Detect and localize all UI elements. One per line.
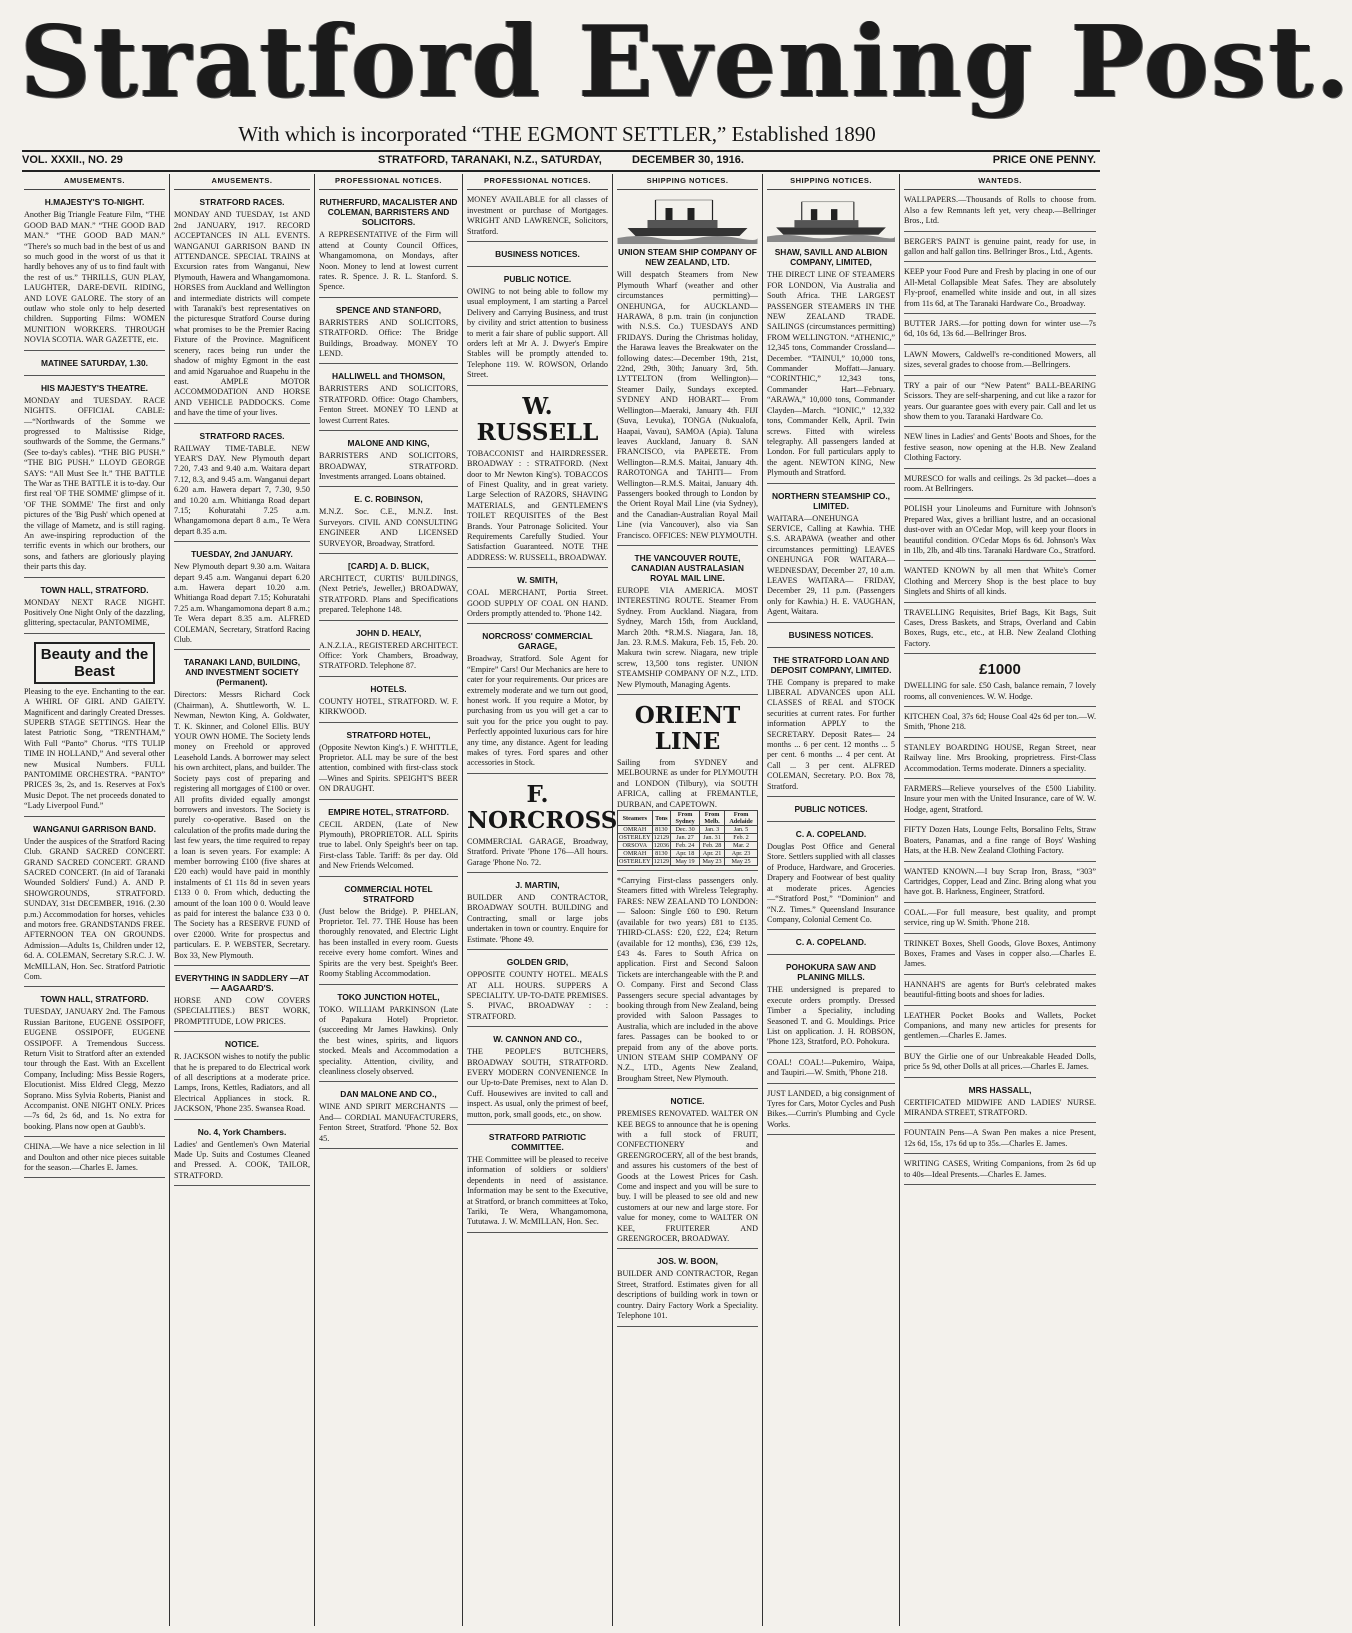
advertisement: [174, 545, 310, 650]
advertisement: [174, 653, 310, 966]
advertisement: [904, 710, 1096, 738]
ad-title: STRATFORD HOTEL,: [346, 729, 431, 740]
ad-body-text: STANLEY BOARDING HOUSE, Regan Street, near Railway line. Mrs Brooking, proprietress. First-Class Accommodation. Terms moderate. Dinners a speciality.: [904, 742, 1096, 773]
advertisement: [174, 969, 310, 1032]
advertisement: [467, 571, 608, 624]
ad-title: STRATFORD PATRIOTIC COMMITTEE.: [488, 1131, 587, 1152]
ad-title: BUSINESS NOTICES.: [788, 629, 874, 640]
ad-body-text: (Just below the Bridge). P. PHELAN, Proprietor. Tel. 77. THE House has been thoroughly renovated, and Electric Light has been installed in every room. Guests receive every home comfort. Wines and Spirits are the very best. Speight's Beer. Roomy Stabling Accommodation.: [319, 906, 458, 979]
ad-body-text: A REPRESENTATIVE of the Firm will attend at County Council Offices, Whangamomona, on Mondays, after Noon. Money to lend at lowest current rates. R. Spence. J. R. L. Stanford. S. Spence.: [319, 230, 458, 292]
column-5: [613, 174, 763, 1626]
issue-date: DECEMBER 30, 1916.: [632, 154, 744, 166]
ad-display-title: F. NORCROSS: [467, 780, 618, 834]
ad-body-text: EUROPE VIA AMERICA. MOST INTERESTING ROUTE. Steamer From Sydney. From Auckland. Niagara, from Sydney, March 15th, from Auckland, March 20th. *R.M.S. Niagara, Jan. 18, Jan. 23. R.M.S. Makura, Feb. 15, Feb. 20. Makura twin screw. Niagara, new triple screw, 13,500 tons register. UNION STEAMSHIP COMPANY OF N.Z., LTD. New Plymouth, Managing Agents.: [617, 585, 758, 689]
column-header: WANTEDS.: [904, 174, 1096, 190]
advertisement: [319, 301, 458, 365]
ad-body-text: TRY a pair of our “New Patent” BALL-BEARING Scissors. They are self-sharpening, and cut like a razor for years. Our guarantee goes with every pair. Call and let us show them to you. Taranaki Hardware Co.: [904, 380, 1096, 421]
ad-body-text: MONDAY NEXT RACE NIGHT. Positively One Night Only of the dazzling, glittering, spectacular, PANTOMIME,: [24, 597, 165, 628]
ad-title: NOTICE.: [225, 1039, 259, 1050]
ad-title: TOWN HALL, STRATFORD.: [40, 994, 149, 1005]
table-row: [618, 858, 758, 866]
table-cell: 8130: [652, 826, 670, 834]
ad-title: MALONE AND KING,: [347, 438, 430, 449]
advertisement: [904, 937, 1096, 975]
advertisement: [319, 1085, 458, 1149]
ad-body-text: Another Big Triangle Feature Film, “THE GOOD BAD MAN.” “THE GOOD BAD MAN.” “THE GOOD BAD MAN.” “There's so much bad in the best of us and so much good in the worst of us that it hardly behoves any of us to find fault with the rest of us.” THRILLS, GUN PLAY, LAUGHTER, DARE-DEVIL RIDING, AND LOVE GALORE. The story of an outlaw who stole only to help deserted children. Supporting Films: WOMEN MUNITION WORKERS. THROUGH NOVIA SCOTIA. WAR GAZETTE, etc.: [24, 210, 165, 345]
ad-body-text: (Opposite Newton King's.) F. WHITTLE, Proprietor. ALL may be sure of the best attention, combined with first-class stock—Wines and Spirits. SPEIGHT'S BEER ON DRAUGHT.: [319, 742, 458, 794]
ad-body-text: WRITING CASES, Writing Companions, from 2s 6d up to 40s—Ideal Presents.—Charles E. James.: [904, 1159, 1096, 1179]
ad-body-text: RAILWAY TIME-TABLE. NEW YEAR'S DAY. New Plymouth depart 7.20, 7.43 and 9.40 a.m. Waitara depart 7.12, 8.3, and 9.45 a.m. Wanganui depart 6.20 a.m. Hawera depart 7, 7.30, 9.50 and 10.20 a.m. Whitianga Road depart 7.15; Kohuratahi 7.25 a.m. Whangamomona depart 8 a.m., Te Wera depart 8.35 a.m.: [174, 443, 310, 536]
ad-body-text: KEEP your Food Pure and Fresh by placing in one of our All-Metal Collapsible Meat Safes. They are absolutely Fly-proof, enamelled white inside and out, in all sizes from 11s 6d, at The Taranaki Hardware Co., Broadway.: [904, 267, 1096, 308]
column-header: PROFESSIONAL NOTICES.: [319, 174, 458, 190]
ad-title: HALLIWELL and THOMSON,: [332, 371, 445, 382]
advertisement: [767, 933, 895, 955]
ad-body-text: MONDAY AND TUESDAY, 1st AND 2nd JANUARY, 1917. RECORD ACCEPTANCES IN ALL EVENTS. WANGANUI GARRISON BAND IN ATTENDANCE. SPECIAL TRAINS at Excursion rates from Wanganui, New Plymouth, Hawera and Whangamomona. HORSES from Auckland and Wellington and intermediate districts will compete with Taranaki's best representatives on the picturesque Stratford Course during what promises to be the Premier Racing Fixture of the Province. Magnificent scenery, races being run under the shadow of mighty Egmont in the east and amid Ngaruahoe and Ruapehu in the east. AMPLE MOTOR ACCOMMODATION AND HORSE AND VEHICLE PADDOCKS. Come and have the time of your lives.: [174, 210, 310, 418]
advertisement: [24, 1140, 165, 1178]
ad-body-text: POLISH your Linoleums and Furniture with Johnson's Prepared Wax, gives a brilliant lustre, and an occasional dust-over with an O'Cedar Mop, will keep your floors in beautiful condition. O'Cedar Mops 6s 6d. Johnson's Wax in 1lb, 2lb, and 4lb tins. Taranaki Hardware Co., Stratford.: [904, 504, 1096, 555]
advertisement: [319, 726, 458, 800]
ad-title: THE VANCOUVER ROUTE, CANADIAN AUSTRALASIAN ROYAL MAIL LINE.: [631, 552, 744, 583]
advertisement: [24, 354, 165, 376]
advertisement: [319, 680, 458, 723]
ad-body-text: THE Company is prepared to make LIBERAL ADVANCES upon ALL CLASSES of REAL and STOCK securities at current rates. For further information APPLY to the SECRETARY. Deposit Rates— 24 months ... 6 per cent. 12 months ... 5 per cent. 6 months ... 4 per cent. At Call ... 3 per cent. ALFRED COLEMAN, Secretary. P.O. Box 78, Stratford.: [767, 677, 895, 791]
column-2: [170, 174, 315, 1626]
ad-title: TOKO JUNCTION HOTEL,: [337, 991, 440, 1002]
ad-title: TARANAKI LAND, BUILDING, AND INVESTMENT SOCIETY (Permanent).: [183, 657, 301, 688]
advertisement: [467, 1128, 608, 1233]
advertisement: [767, 193, 895, 483]
ad-title: EVERYTHING IN SADDLERY —AT— AAGAARD'S.: [174, 973, 309, 993]
table-cell: Dec. 30: [671, 826, 700, 834]
table-cell: Jan. 5: [725, 826, 758, 834]
ad-title: NORCROSS' COMMERCIAL GARAGE,: [482, 631, 593, 652]
table-cell: 12129: [653, 858, 670, 866]
advertisement: [617, 1252, 758, 1326]
table-row: [618, 826, 758, 834]
advertisement: [174, 1123, 310, 1187]
ad-body-text: CHINA.—We have a nice selection in lil and Doulton and other nice pieces suitable for the season.—Charles E. James.: [24, 1142, 165, 1173]
ad-boxed-title: Beauty and the Beast: [34, 642, 155, 684]
advertisement: [767, 1056, 895, 1084]
dateline: [22, 150, 1100, 172]
ad-body-text: TRINKET Boxes, Shell Goods, Glove Boxes, Antimony Boxes, Frames and Vases in copper also.—Charles E. James.: [904, 938, 1096, 969]
table-cell: Jan. 27: [671, 834, 700, 842]
ad-body-text: TOKO. WILLIAM PARKINSON (Late of Papakura Hotel) Proprietor. (succeeding Mr James Hawkins). Only the best wines, spirits, and liquors stocked. Meals and Accommodation a speciality. Attention, civility, and cleanliness closely observed.: [319, 1004, 458, 1076]
ad-title: COMMERCIAL HOTEL STRATFORD: [344, 883, 433, 904]
advertisement: [467, 245, 608, 267]
ad-body-text: ARCHITECT, CURTIS' BUILDINGS, (Next Petrie's, Jeweller,) BROADWAY, STRATFORD. Plans and Specifications prepared. Telephone 148.: [319, 573, 458, 615]
steamship-illustration: [617, 198, 758, 244]
advertisement: [904, 430, 1096, 468]
ad-title: SPENCE AND STANFORD,: [335, 304, 442, 315]
ad-body-text: TOBACCONIST and HAIRDRESSER. BROADWAY : : STRATFORD. (Next door to Mr Newton King's). TOBACCOS of Finest Quality, and in great variety. Large Selection of RAZORS, SHAVING MATERIALS, and GENTLEMEN'S TOILET REQUISITES of the Best Brands. Your Patronage Solicited. Your Requirements Carefully Studied. Your Satisfaction Guaranteed. NOTE THE ADDRESS: W. RUSSELL, BROADWAY.: [467, 448, 608, 562]
issue-price: PRICE ONE PENNY.: [992, 154, 1096, 166]
ad-body-text: MONEY AVAILABLE for all classes of investment or purchase of Mortgages. WRIGHT AND LAWRENCE, Solicitors, Stratford.: [467, 195, 608, 236]
ad-title: C. A. COPELAND.: [795, 937, 867, 948]
advertisement: [319, 557, 458, 621]
advertisement: [904, 379, 1096, 428]
advertisement: [767, 958, 895, 1052]
advertisement: [24, 637, 165, 817]
ad-title: JOS. W. BOON,: [657, 1256, 718, 1267]
ad-title: H.MAJESTY'S TO-NIGHT.: [44, 197, 145, 208]
ad-body-text: Ladies' and Gentlemen's Own Material Made Up. Suits and Costumes Cleaned and Pressed. A. COOK, TAILOR, STRATFORD.: [174, 1139, 310, 1180]
ad-body-text: FARMERS—Relieve yourselves of the £500 Liability. Insure your men with the United Insurance, care of W. W. Hodge, agent, Stratford.: [904, 784, 1096, 814]
ad-title: UNION STEAM SHIP COMPANY OF NEW ZEALAND, LTD.: [618, 247, 757, 268]
advertisement: [904, 472, 1096, 500]
column-header: AMUSEMENTS.: [24, 174, 165, 190]
table-cell: Feb. 2: [725, 834, 758, 842]
ad-body-text: Broadway, Stratford. Sole Agent for “Empire” Cars! Our Mechanics are here to cater for your requirements. Our prices are extremely moderate and we turn out good, honest work. If you require a Motor, by purchasing from us you will get a car to suit you for the price you ought to pay. Perfectly appointed luxurious cars for hire any time, any distance. Agent for leading makes of tyres. Ford spares and other accessories in Stock.: [467, 654, 608, 768]
table-cell: May 19: [671, 858, 700, 866]
table-header-cell: Steamers: [618, 811, 653, 826]
advertisement: [904, 502, 1096, 561]
ad-body-text: DWELLING for sale. £50 Cash, balance remain, 7 lovely rooms, all conveniences. W. W. Hodge.: [904, 681, 1096, 701]
advertisement: [904, 741, 1096, 779]
ad-body-text: THE Committee will be pleased to receive information of soldiers or soldiers' dependents in need of assistance. Information may be sent to the Executive, at Stratford, or branch committees at Toko, Tariki, Te Wera, Whangamomona, Tututawa. J. W. McMILLAN, Hon. Sec.: [467, 1154, 608, 1227]
advertisement: [617, 193, 758, 546]
ad-body-text: Directors: Messrs Richard Cock (Chairman), A. Shuttleworth, W. L. Newman, Newton King, A. Goldwater, T. K. Skinner, and Colonel Ellis. BUY YOUR OWN HOME. The Society lends money on Freehold or approved Leasehold Lands. A borrower may select his own architect, plans, and builder. The Society pays cost of preparing and registering all mortgages of £100 or over. All profits divided equally amongst borrowers and investors. The Society is purely co-operative. Based on the calculation of the profits made during the last few years, the time required to repay a loan is seven years. For example: A member borrowing £100 (five shares at £20 each) would have paid in monthly instalments of £1 11s 8d in seven years £133 0 0. From which, deducting the amount of the loan 100 0 0. Would leave as paid for interest the balance £33 0 0. The Society has a RESERVE FUND of over £2000. Write for prospectus and particulars. E. P. WEBSTER, Secretary. Box 33, New Plymouth.: [174, 690, 310, 960]
ad-body-text: HANNAH'S are agents for Burt's celebrated makes beautiful-fitting boots and shoes for ladies.: [904, 979, 1096, 1000]
table-cell: OSTERLEY: [619, 858, 651, 866]
advertisement: [319, 193, 458, 297]
ad-body-text: TRAVELLING Requisites, Brief Bags, Kit Bags, Suit Cases, Dress Baskets, and Straps, Overland and Cabin Boxes, Rugs, etc., etc., at H.B. New Zealand Clothing Factory.: [904, 607, 1096, 648]
ad-body-text: A.N.Z.I.A., REGISTERED ARCHITECT. Office: York Chambers, Broadway, STRATFORD. Telephone 87.: [319, 640, 458, 671]
table-cell: Mar. 2: [725, 842, 758, 850]
table-cell: Apr. 18: [671, 850, 700, 858]
ad-title: PUBLIC NOTICES.: [794, 804, 868, 815]
ad-body-text: THE PEOPLE'S BUTCHERS, BROADWAY SOUTH, STRATFORD. EVERY MODERN CONVENIENCE In our Up-to-Date Premises, next to Alan D. Cuff. Housewives are invited to call and inspect. As usual, only the primest of beef, mutton, pork, small goods, etc., on show.: [467, 1047, 608, 1119]
ad-body-text: LAWN Mowers, Caldwell's re-conditioned Mowers, all sizes, several grades to choose from.—Bellringers.: [904, 349, 1096, 370]
advertisement: [904, 235, 1096, 263]
ad-title: HIS MAJESTY'S THEATRE.: [40, 382, 148, 393]
column-4: [463, 174, 618, 1626]
ad-body-text: THE undersigned is prepared to execute orders promptly. Dressed Timber a Speciality, including Seasoned T. and G. Mouldings. Price List on application. J. H. ROBSON, 'Phone 123, Stratford, P.O. Pohokura.: [767, 985, 895, 1047]
ad-title: STRATFORD RACES.: [199, 197, 285, 208]
ad-body-text: CERTIFICATED MIDWIFE AND LADIES' NURSE. MIRANDA STREET, STRATFORD.: [904, 1097, 1096, 1117]
ad-title: JOHN D. HEALY,: [355, 627, 422, 638]
column-header: SHIPPING NOTICES.: [617, 174, 758, 190]
table-row: [618, 850, 758, 858]
newspaper-title: Stratford Evening Post.: [20, 5, 1352, 120]
advertisement: [767, 651, 895, 797]
advertisement: [617, 874, 758, 1089]
ad-body-text: Sailing from SYDNEY and MELBOURNE as under for PLYMOUTH and LONDON (Tilbury), via SOUTH AFRICA, calling at FREMANTLE, DURBAN, and CAPETOWN.: [617, 758, 758, 809]
ad-body-text: Douglas Post Office and General Store. Settlers supplied with all classes of Produce, Hardware, and Groceries. Drapery and Footwear of best quality at moderate prices. Agencies—“Stratford Post,” “Dominion” and “N.Z. Times.” Queensland Insurance Company, Colonial Cement Co.: [767, 842, 895, 924]
advertisement: [904, 906, 1096, 934]
ad-body-text: BARRISTERS AND SOLICITORS, BROADWAY, STRATFORD. Investments arranged. Loans obtained.: [319, 451, 458, 481]
ad-body-text: COAL! COAL!—Pukemiro, Waipa, and Taupiri.—W. Smith, 'Phone 218.: [767, 1057, 895, 1078]
ad-title: C. A. COPELAND.: [795, 829, 867, 840]
ad-title: STRATFORD RACES.: [199, 430, 285, 441]
ad-body-text: OPPOSITE COUNTY HOTEL. MEALS AT ALL HOURS. SUPPERS A SPECIALITY. UP-TO-DATE PREMISES. S. PIVAC, BROADWAY : : STRATFORD.: [467, 970, 608, 1021]
ad-body-text: M.N.Z. Soc. C.E., M.N.Z. Inst. Surveyors. CIVIL AND CONSULTING ENGINEER AND LICENSED SURVEYOR, Broadway, Stratford.: [319, 507, 458, 548]
ad-display-price: £1000: [979, 661, 1021, 679]
advertisement: [174, 427, 310, 543]
ad-body-text: FOUNTAIN Pens—A Swan Pen makes a nice Present, 12s 6d, 15s, 17s 6d up to 35s.—Charles E. James.: [904, 1128, 1096, 1148]
newspaper-subtitle: With which is incorporated “THE EGMONT SETTLER,” Established 1890: [238, 122, 876, 146]
ad-body-text: PREMISES RENOVATED. WALTER ON KEE BEGS to announce that he is opening with a full stock of FRUIT, CONFECTIONERY and GREENGROCERY, all of the best brands, and assures his customers of the best of Goods at the Lowest Prices for Cash. Come and inspect and you will be sure to buy. I will be pleased to see old and new customers at our new and large store. For value for money, come to WALTER ON KEE, FRUITERER AND GREENGROCER, BROADWAY.: [617, 1109, 758, 1244]
ad-body-text: THE DIRECT LINE OF STEAMERS FOR LONDON, Via Australia and South Africa. THE LARGEST PASSENGER STEAMERS IN THE NEW ZEALAND TRADE. SAILINGS (circumstances permitting) FROM WELLINGTON. “ATHENIC,” 12,345 tons, Commander Crossland—December. “TAINUI,” 10,000 tons, Commander Moffatt—January. “CORINTHIC,” 12,343 tons, Commander Hart—February. “ARAWA,” 10,000 tons, Commander Clayden—March. “IONIC,” 12,332 tons, Commander Kelk, April. Twin screws. Fitted with wireless telegraphy. All passengers landed at London. For full particulars apply to the agent. NEWTON KING, New Plymouth and Stratford.: [767, 270, 895, 478]
ad-body-text: NEW lines in Ladies' and Gents' Boots and Shoes, for the festive season, now opening at the H.B. New Zealand Clothing Factory.: [904, 432, 1096, 463]
advertisement: [904, 317, 1096, 345]
table-cell: 12129: [653, 834, 670, 842]
ad-body-text: WANTED KNOWN by all men that White's Corner Clothing and Mercery Shop is the best place to buy Singlets and Shirts of all kinds.: [904, 566, 1096, 597]
ad-body-text: JUST LANDED, a big consignment of Tyres for Cars, Motor Cycles and Push Bikes.—Currin's Plumbing and Cycle Works.: [767, 1088, 895, 1129]
advertisement: [24, 990, 165, 1137]
ad-title: HOTELS.: [370, 683, 407, 694]
column-header: SHIPPING NOTICES.: [767, 174, 895, 190]
ad-body-text: Under the auspices of the Stratford Racing Club. GRAND SACRED CONCERT. GRAND SACRED CONCERT. GRAND SACRED CONCERT. (In aid of Taranaki Wounded Soldiers' Fund.) A. AND P. SHOWGROUNDS, STRATFORD. SUNDAY, 31st DECEMBER, 1916. (2.30 p.m.) Accommodation for horses, vehicles and motors free. GRANDSTANDS FREE. AFTERNOON TEA ON GROUNDS. Admission—Adults 1s, Children under 12, 6d. A. COLEMAN, Secretary S.R.C. J. W. McMILLAN, Hon. Sec. Stratford Patriotic Com.: [24, 836, 165, 981]
table-header-cell: From Melb.: [700, 811, 725, 826]
ad-title: BUSINESS NOTICES.: [495, 249, 580, 260]
table-header-cell: From Adelaide: [725, 811, 758, 826]
ad-title: THE STRATFORD LOAN AND DEPOSIT COMPANY, LIMITED.: [770, 654, 892, 675]
ad-body-text: TUESDAY, JANUARY 2nd. The Famous Russian Baritone, EUGENE OSSIPOFF, EUGENE OSSIPOFF, EUGENE OSSIPOFF. A Tremendous Success. Return Visit to Stratford after an extended tour through the East. With an Excellent Company, Including: Miss Bessie Rogers, Elocutionist. Miss Eldred Clegg, Mezzo Soprano. Miss Sylvia Roberts, Pianist and Accompanist. ONE NIGHT ONLY. Prices—7s 6d, 2s 6d, and 1s. No extra for booking. Plans now open at Gaubb's.: [24, 1007, 165, 1131]
advertisement: [467, 389, 608, 568]
advertisement: [904, 978, 1096, 1006]
ad-title: No. 4, York Chambers.: [197, 1126, 287, 1137]
advertisement: [24, 581, 165, 634]
volume-number: VOL. XXXII., NO. 29: [22, 154, 123, 166]
table-row: [618, 834, 758, 842]
ad-title: DAN MALONE AND CO.,: [340, 1089, 437, 1100]
ad-title: PUBLIC NOTICE.: [503, 274, 572, 285]
table-header-cell: From Sydney: [671, 811, 700, 826]
advertisement: [467, 270, 608, 386]
table-cell: Feb. 24: [671, 842, 700, 850]
ad-body-text: COAL.—For full measure, best quality, and prompt service, ring up W. Smith. 'Phone 218.: [904, 907, 1096, 928]
ad-title: J. MARTIN,: [515, 880, 560, 891]
ad-title: TUESDAY, 2nd JANUARY.: [191, 549, 293, 560]
column-3: [315, 174, 463, 1626]
ad-body-text: BUILDER AND CONTRACTOR, Regan Street, Stratford. Estimates given for all descriptions of building work in town or country. Dairy Factory Work a Speciality. Telephone 101.: [617, 1269, 758, 1321]
ad-body-text: MONDAY and TUESDAY. RACE NIGHTS. OFFICIAL CABLE:—“Northwards of the Somme we progressed to Maltissise Ridge, southwards of the Somme, the Germans.” (See to-day's cables). “THE BIG PUSH.” “THE BIG PUSH.” LLOYD GEORGE SAYS: “All Must See It.” THE BATTLE The War as THE BATTLE it is to-day. Our first real 'OF THE SOMME' glimpse of it. 'OF THE SOMME' The first and only pictures of the 'Big Push' which opened at the village of Mametz, and is still raging. An awe-inspiring reproduction of the terrific events in which our brothers, our sons, and fathers are gloriously playing their parts this day.: [24, 395, 165, 572]
advertisement: [904, 657, 1096, 707]
ad-display-title: W. RUSSELL: [476, 392, 599, 446]
ad-title: W. SMITH,: [517, 575, 558, 586]
advertisement: [767, 1087, 895, 1136]
masthead: [0, 0, 1352, 168]
advertisement: [904, 1081, 1096, 1124]
advertisement: [767, 626, 895, 648]
ad-body-text: Pleasing to the eye. Enchanting to the ear. A WHIRL OF GIRL AND GAIETY. Magnificent and daringly Created Dresses. SUPERB STAGE SETTINGS. Hear the latest Patriotic Song, “TRENTHAM,” With Full “Panto” Chorus. “ITS TULIP TIME IN HOLLAND,” And several other new Musical Numbers. FULL PANTOMIME ORCHESTRA. “PANTO” PRICES 3s, 2s, and 1s. Reserves at Fox's Music Depot. The net proceeds donated to “Lady Liverpool Fund.”: [24, 686, 165, 811]
advertisement: [319, 803, 458, 877]
advertisement: [319, 624, 458, 677]
advertisement: [319, 490, 458, 554]
advertisement: [174, 193, 310, 423]
advertisement: [767, 487, 895, 623]
place-line: STRATFORD, TARANAKI, N.Z., SATURDAY,: [378, 154, 602, 166]
table-row: [618, 842, 758, 850]
advertisement: [617, 549, 758, 695]
ad-body-text: BUILDER AND CONTRACTOR, BROADWAY SOUTH. BUILDING and Contracting, small or large jobs undertaken in town or country. Enquire for Estimate. 'Phone 49.: [467, 893, 608, 944]
table-cell: 12036: [653, 842, 670, 850]
ad-title: WANGANUI GARRISON BAND.: [33, 823, 156, 834]
ship-image: [767, 198, 895, 244]
table-cell: Apr. 21: [700, 850, 725, 858]
ad-body-text: WINE AND SPIRIT MERCHANTS —And— CORDIAL MANUFACTURERS, Fenton Street, Stratford. 'Phone 52. Box 45.: [319, 1102, 458, 1143]
sailing-schedule-table: [617, 810, 758, 866]
table-cell: Jan. 3: [700, 826, 725, 834]
table-cell: Apr. 23: [725, 850, 758, 858]
table-cell: 8130: [652, 850, 670, 858]
advertisement: [467, 777, 618, 873]
ad-body-text: COMMERCIAL GARAGE, Broadway, Stratford. Private 'Phone 176—All hours. Garage 'Phone No. 72.: [467, 836, 608, 867]
ad-title: EMPIRE HOTEL, STRATFORD.: [328, 806, 449, 817]
advertisement: [617, 1092, 758, 1249]
advertisement: [24, 820, 165, 988]
ad-body-text: WALLPAPERS.—Thousands of Rolls to choose from. Also a few Remnants left yet, very cheap.—Bellringer Bros., Ltd.: [904, 195, 1096, 226]
advertisement: [767, 800, 895, 822]
ad-body-text: R. JACKSON wishes to notify the public that he is prepared to do Electrical work of all descriptions at a moderate price. Lamps, Irons, Kettles, Radiators, and all Electrical Appliances in stock. R. JACKSON, 'Phone 235. Swansea Road.: [174, 1052, 310, 1114]
ad-body-text: WAITARA—ONEHUNGA SERVICE, Calling at Kawhia. THE S.S. ARAPAWA (weather and other circumstances permitting) LEAVES ONEHUNGA FOR WAITARA— WEDNESDAY, December 27, 10 a.m. LEAVES WAITARA— FRIDAY, December 29, 11 p.m. (Passengers only for Kawhia.) H. E. VAUGHAN, Agent, Waitara.: [767, 513, 895, 617]
table-cell: OMRAH: [618, 826, 653, 834]
steamship-illustration: [767, 198, 895, 244]
column-7: [900, 174, 1100, 1626]
advertisement: [174, 1035, 310, 1119]
advertisement: [904, 782, 1096, 820]
table-cell: Feb. 28: [700, 842, 725, 850]
column-header: AMUSEMENTS.: [174, 174, 310, 190]
ad-body-text: Will despatch Steamers from New Plymouth Wharf (weather and other circumstances permitting)— ONEHUNGA, for AUCKLAND— HARAWA, 8 p.m. train (in conjunction with N.S.S. Co.) TUESDAYS AND FRIDAYS. During the Christmas holiday, the Harawa leaves the Breakwater on the following dates:—December 19th, 21st, 22nd, 29th, 30th; January 3rd, 5th. LYTTELTON (from Wellington)— Steamer Daily, Sundays excepted. SYDNEY AND HOBART— From Wellington—Maeraki, January 4th. FIJI (Suva, Levuka), TONGA (Nukualofa, Haapai, Vavau), SAMOA (Apia). Taluna leaves Auckland, January 8. SAN FRANCISCO, via PAPEETE. From Wellington—R.M.S. Maitai, January 4th. RAROTONGA and TAHITI— From Wellington—R.M.S. Maitai, January 4th. Passengers booked through to London by the Orient Royal Mail Line (via Sydney), and the Canadian-Australian Royal Mail Line (via Vancouver), also via San Francisco. OFFICES: NEW PLYMOUTH.: [617, 270, 758, 540]
ad-body-text: BERGER'S PAINT is genuine paint, ready for use, in gallon and half gallon tins. Bellringer Bros., Ltd., Agents.: [904, 236, 1096, 257]
ad-body-text: BARRISTERS AND SOLICITORS, STRATFORD. Office: Otago Chambers, Fenton Street. MONEY TO LEND at lowest Current Rates.: [319, 384, 458, 425]
ad-body-text: LEATHER Pocket Books and Wallets, Pocket Companions, and many new articles for presents for gentlemen.—Charles E. James.: [904, 1010, 1096, 1041]
ad-body-text: COUNTY HOTEL, STRATFORD. W. F. KIRKWOOD.: [319, 696, 458, 717]
advertisement: [904, 1126, 1096, 1154]
advertisement: [904, 348, 1096, 376]
ad-body-text: HORSE AND COW COVERS (SPECIALITIES.) BEST WORK, PROMPTITUDE, LOW PRICES.: [174, 996, 310, 1026]
ad-body-text: New Plymouth depart 9.30 a.m. Waitara depart 9.45 a.m. Wanganui depart 6.20 a.m. Hawera depart 10.20 a.m. Whitianga Road depart 7.15; Kohuratahi 7.25 a.m. Whangamomona depart 8 a.m.; Te Wera depart 8.35 a.m. ALFRED COLEMAN, Secretary, Stratford Racing Club.: [174, 562, 310, 645]
advertisement: [467, 1030, 608, 1125]
column-6: [763, 174, 900, 1626]
advertisement: [904, 865, 1096, 903]
column-header: PROFESSIONAL NOTICES.: [467, 174, 608, 190]
ad-body-text: BUY the Girlie one of our Unbreakable Headed Dolls, price 5s 9d, other Dolls at all prices.—Charles E. James.: [904, 1051, 1096, 1072]
ad-title: MATINEE SATURDAY, 1.30.: [41, 357, 148, 368]
ad-body-text: COAL MERCHANT, Portia Street. GOOD SUPPLY OF COAL ON HAND. Orders promptly attended to. 'Phone 142.: [467, 588, 608, 618]
advertisement: [904, 265, 1096, 314]
ad-display-title: ORIENT LINE: [634, 702, 741, 756]
ad-body-text: *Carrying First-class passengers only. Steamers fitted with Wireless Telegraphy. FARES: NEW ZEALAND TO LONDON:— Saloon: Single £60 to £90. Return (available for two years) £81 to £135. THIRD-CLASS: £20, £22, £24; Return (available for 12 months), £36, £39 12s, £43 4s. Fares to South Africa on application. First and Second Saloon Tickets are interchangeable with the P. and O. Company. First and Second Class Passengers secure special advantages by booking through from New Zealand, being provided with Saloon Passages to Australia, which are included in the above fares. Passages can be booked to or prepaid from any of the above ports. UNION STEAM SHIP COMPANY OF N.Z., LTD., Agents New Zealand, Brougham Street, New Plymouth.: [617, 876, 758, 1083]
advertisement: [319, 988, 458, 1083]
ad-title: SHAW, SAVILL AND ALBION COMPANY, LIMITED,: [774, 247, 888, 268]
advertisement: [24, 193, 165, 350]
advertisement: [467, 876, 608, 950]
ad-title: POHOKURA SAW AND PLANING MILLS.: [785, 962, 877, 983]
advertisement: [24, 379, 165, 578]
table-cell: OMRAH: [618, 850, 653, 858]
ad-title: RUTHERFURD, MACALISTER AND COLEMAN, BARRISTERS AND SOLICITORS.: [319, 197, 458, 228]
ad-body-text: CECIL ARDEN, (Late of New Plymouth), PROPRIETOR. ALL Spirits true to label. Only Speight's beer on tap. First-class Table. Tariff: 8s per day. Old and New Friends Welcomed.: [319, 819, 458, 871]
advertisement: [904, 606, 1096, 655]
ad-body-text: BARRISTERS AND SOLICITORS, STRATFORD. Office: The Bridge Buildings, Broadway. MONEY TO LEND.: [319, 317, 458, 359]
advertisement: [319, 880, 458, 985]
ad-title: NORTHERN STEAMSHIP CO., LIMITED.: [771, 490, 891, 511]
columns-area: [20, 174, 1100, 1626]
table-cell: Jan. 31: [700, 834, 725, 842]
advertisement: [319, 367, 458, 431]
advertisement: [319, 434, 458, 487]
advertisement: [904, 193, 1096, 231]
ad-body-text: KITCHEN Coal, 37s 6d; House Coal 42s 6d per ton.—W. Smith, 'Phone 218.: [904, 712, 1096, 732]
advertisement: [467, 953, 608, 1027]
advertisement: [767, 825, 895, 930]
ad-title: [CARD] A. D. BLICK,: [347, 560, 430, 571]
ad-body-text: BUTTER JARS.—for potting down for winter use—7s 6d, 10s 6d, 13s 6d.—Bellringer Bros.: [904, 319, 1096, 339]
advertisement: [904, 1157, 1096, 1185]
table-header-cell: Tons: [652, 811, 670, 826]
ad-body-text: OWING to not being able to follow my usual employment, I am starting a Parcel Delivery and Carrying Business, and trust by civility and strict attention to business to merit a fair share of public support. All orders left at Mr A. J. Dwyer's Empire Stables will be promptly attended to. Telephone 119. W. ROWSON, Orlando Street.: [467, 287, 608, 380]
ad-title: W. CANNON AND CO.,: [493, 1034, 582, 1045]
ship-image: [617, 198, 758, 244]
advertisement: [904, 564, 1096, 602]
ad-title: NOTICE.: [670, 1096, 705, 1107]
advertisement: [467, 627, 608, 773]
table-cell: May 23: [700, 858, 725, 866]
advertisement: [617, 698, 758, 871]
ad-title: GOLDEN GRID,: [506, 957, 569, 968]
ad-body-text: WANTED KNOWN.—I buy Scrap Iron, Brass, “303” Cartridges, Copper, Lead and Zinc. Bring along what you have got. B. Harkness, Engineer, Stratford.: [904, 866, 1096, 897]
table-cell: ORSOVA: [618, 842, 653, 850]
advertisement: [904, 1050, 1096, 1078]
column-1: [20, 174, 170, 1626]
ad-title: E. C. ROBINSON,: [354, 494, 423, 505]
table-cell: May 25: [725, 858, 758, 866]
ad-title: TOWN HALL, STRATFORD.: [40, 584, 149, 595]
advertisement: [904, 1009, 1096, 1047]
ad-body-text: MURESCO for walls and ceilings. 2s 3d packet—does a room. At Bellringers.: [904, 473, 1096, 493]
ad-body-text: FIFTY Dozen Hats, Lounge Felts, Borsalino Felts, Straw Boaters, Panamas, and a fine range of Boys' Washing Hats, at the H.B. New Zealand Clothing Factory.: [904, 825, 1096, 856]
advertisement: [904, 823, 1096, 861]
advertisement: [467, 193, 608, 242]
table-cell: OSTERLEY: [619, 834, 651, 842]
ad-title: MRS HASSALL,: [968, 1084, 1032, 1095]
